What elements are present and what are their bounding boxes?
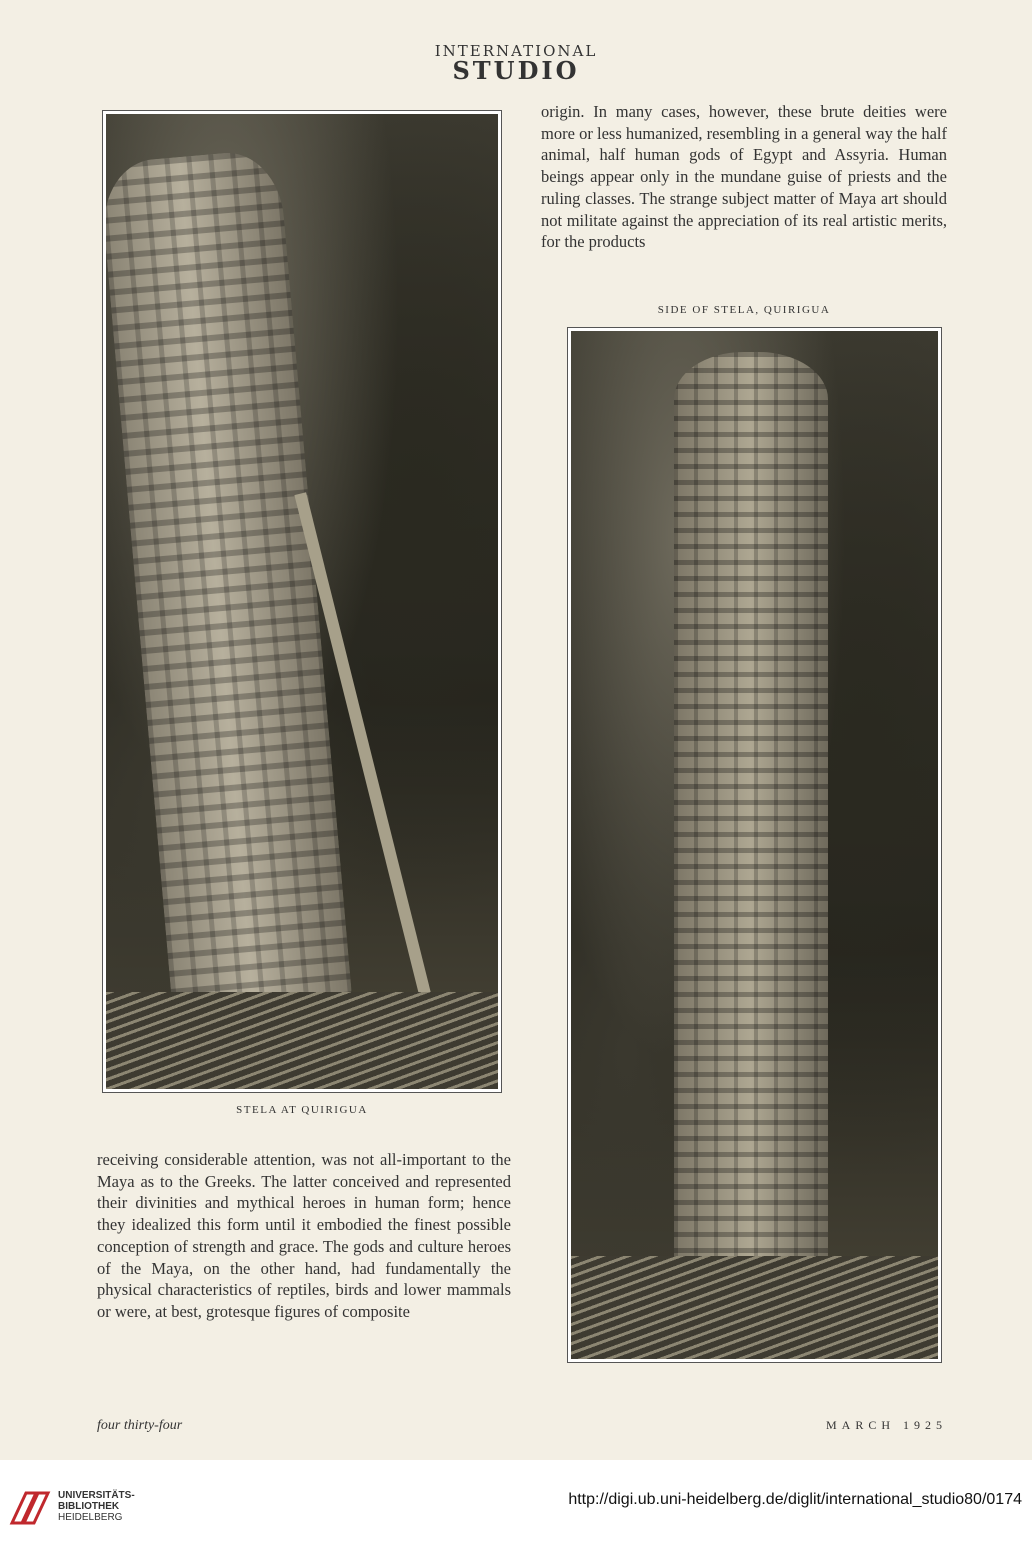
ground-foliage <box>571 1256 938 1359</box>
masthead-international: INTERNATIONAL <box>434 42 598 60</box>
stela-side-stone <box>674 352 828 1298</box>
library-name <box>58 1490 135 1523</box>
library-logo-icon <box>8 1487 52 1527</box>
text-column-right-top <box>541 101 947 253</box>
library-line1: UNIVERSITÄTS- <box>58 1490 135 1501</box>
paragraph: receiving considerable attention, was not all-important to the Maya as to the Greeks. The latter conceived and represented their divinities and mythical heroes in human form; hence they idealized this form until it embodied the finest possible conception of strength and grace. The gods and culture heroes of the Maya, on the other hand, had fundamentally the physical characteristics of reptiles, birds and lower mammals or were, at best, grotesque figures of composite <box>97 1150 511 1321</box>
issue-date: MARCH 1925 <box>825 1418 947 1432</box>
photo-side-stela <box>567 327 942 1363</box>
caption-stela: STELA AT QUIRIGUA <box>236 1104 368 1116</box>
page-number: four thirty-four <box>97 1418 183 1433</box>
caption-side-stela: SIDE OF STELA, QUIRIGUA <box>657 304 831 316</box>
library-line3: HEIDELBERG <box>58 1512 123 1523</box>
source-url[interactable]: http://digi.ub.uni-heidelberg.de/diglit/international_studio80/0174 <box>568 1491 1022 1508</box>
photo-stela <box>102 110 502 1093</box>
masthead-studio: STUDIO <box>452 56 580 85</box>
text-column-left-bottom <box>97 1149 511 1323</box>
library-line2: BIBLIOTHEK <box>58 1501 120 1512</box>
paragraph: origin. In many cases, however, these brute deities were more or less humanized, resembling in a general way the half animal, half human gods of Egypt and Assyria. Human beings appear only in the mundane guise of priests and the ruling classes. The strange subject matter of Maya art should not militate against the appreciation of its real artistic merits, for the products <box>541 102 947 252</box>
ground-foliage <box>106 992 498 1090</box>
